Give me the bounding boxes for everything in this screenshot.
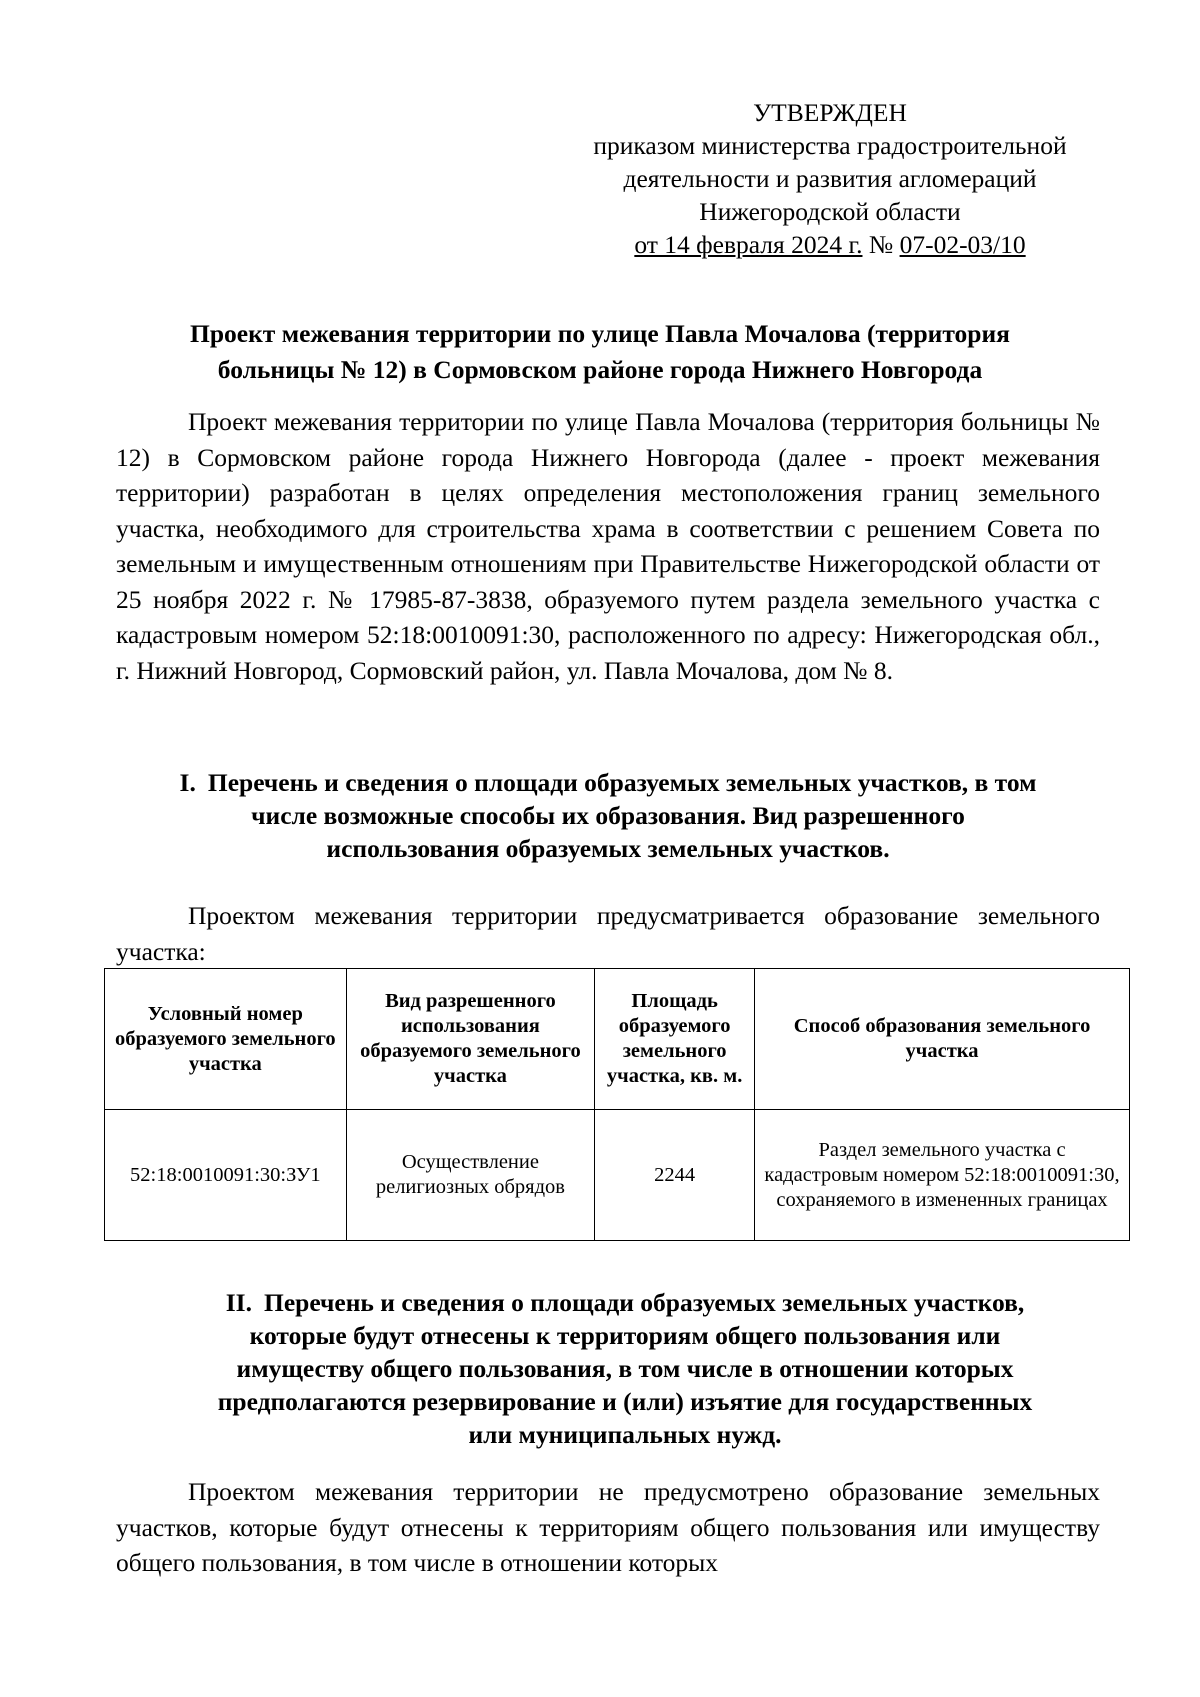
table-header-row	[105, 969, 1130, 1110]
section-2-line-3: имуществу общего пользования, в том числе в отношении которых	[236, 1354, 1014, 1383]
section-2-line-1	[150, 1286, 1100, 1319]
cell-formation-method: Раздел земельного участка с кадастровым номером 52:18:0010091:30, сохраняемого в измененных границах	[755, 1110, 1130, 1241]
header-formation-method: Способ образования земельного участка	[755, 969, 1130, 1110]
table-row	[105, 1110, 1130, 1241]
section-1-number: I.	[179, 768, 196, 797]
cell-permitted-use: Осуществление религиозных обрядов	[346, 1110, 595, 1241]
section-1-heading	[116, 766, 1100, 865]
approval-line: деятельности и развития агломераций	[623, 164, 1037, 193]
section-2-number: II.	[225, 1288, 252, 1317]
title-line: Проект межевания территории по улице Павла Мочалова (территория	[190, 319, 1010, 348]
cell-area: 2244	[595, 1110, 755, 1241]
section-1-text: Перечень и сведения о площади образуемых земельных участков, в том	[207, 768, 1037, 797]
section-2-paragraph	[116, 1474, 1100, 1581]
section-1-line-1	[116, 766, 1100, 799]
intro-text: Проект межевания территории по улице Павла Мочалова (территория больницы № 12) в Сормовском районе города Нижнего Новгорода (далее - проект межевания территории) разработан в целях определения местоположения границ земельного участка, необходимого для строительства храма в соответствии с решением Совета по земельным и имущественным отношениям при Правительстве Нижегородской области от 25 ноября 2022 г. № 17985-87-3838, образуемого путем раздела земельного участка с кадастровым номером 52:18:0010091:30, расположенного по адресу: Нижегородская обл., г. Нижний Новгород, Сормовский район, ул. Павла Мочалова, дом № 8.	[116, 407, 1100, 685]
intro-paragraph	[116, 404, 1100, 688]
approval-number: 07-02-03/10	[899, 230, 1026, 259]
section-2-heading	[150, 1286, 1100, 1451]
approval-date-line	[560, 228, 1100, 261]
section-2-line-2: которые будут отнесены к территориям общего пользования или	[249, 1321, 1001, 1350]
section-1-line-2: числе возможные способы их образования. Вид разрешенного	[251, 801, 965, 830]
approval-line: Нижегородской области	[699, 197, 961, 226]
approval-date: от 14 февраля 2024 г.	[634, 230, 863, 259]
header-permitted-use: Вид разрешенного использования образуемого земельного участка	[346, 969, 595, 1110]
section-1-line-3: использования образуемых земельных участков.	[326, 834, 890, 863]
section-1-paragraph	[116, 898, 1100, 969]
land-plots-table	[104, 968, 1130, 1241]
section-2-paragraph-text: Проектом межевания территории не предусмотрено образование земельных участков, которые будут отнесены к территориям общего пользования или имуществу общего пользования, в том числе в отношении которых	[116, 1477, 1100, 1577]
cell-plot-number: 52:18:0010091:30:ЗУ1	[105, 1110, 347, 1241]
section-2-line-4: предполагаются резервирование и (или) изъятие для государственных	[217, 1387, 1033, 1416]
approval-line: приказом министерства градостроительной	[593, 131, 1067, 160]
document-title	[116, 316, 1084, 388]
title-line: больницы № 12) в Сормовском районе города Нижнего Новгорода	[217, 355, 983, 384]
section-1-paragraph-text: Проектом межевания территории предусматривается образование земельного участка:	[116, 901, 1100, 966]
section-2-line-5: или муниципальных нужд.	[468, 1420, 782, 1449]
approval-stamp	[560, 96, 1100, 261]
section-2-text: Перечень и сведения о площади образуемых земельных участков,	[263, 1288, 1025, 1317]
approval-heading: УТВЕРЖДЕН	[753, 98, 907, 127]
header-plot-number: Условный номер образуемого земельного участка	[105, 969, 347, 1110]
approval-number-prefix: №	[868, 230, 894, 259]
header-area: Площадь образуемого земельного участка, кв. м.	[595, 969, 755, 1110]
